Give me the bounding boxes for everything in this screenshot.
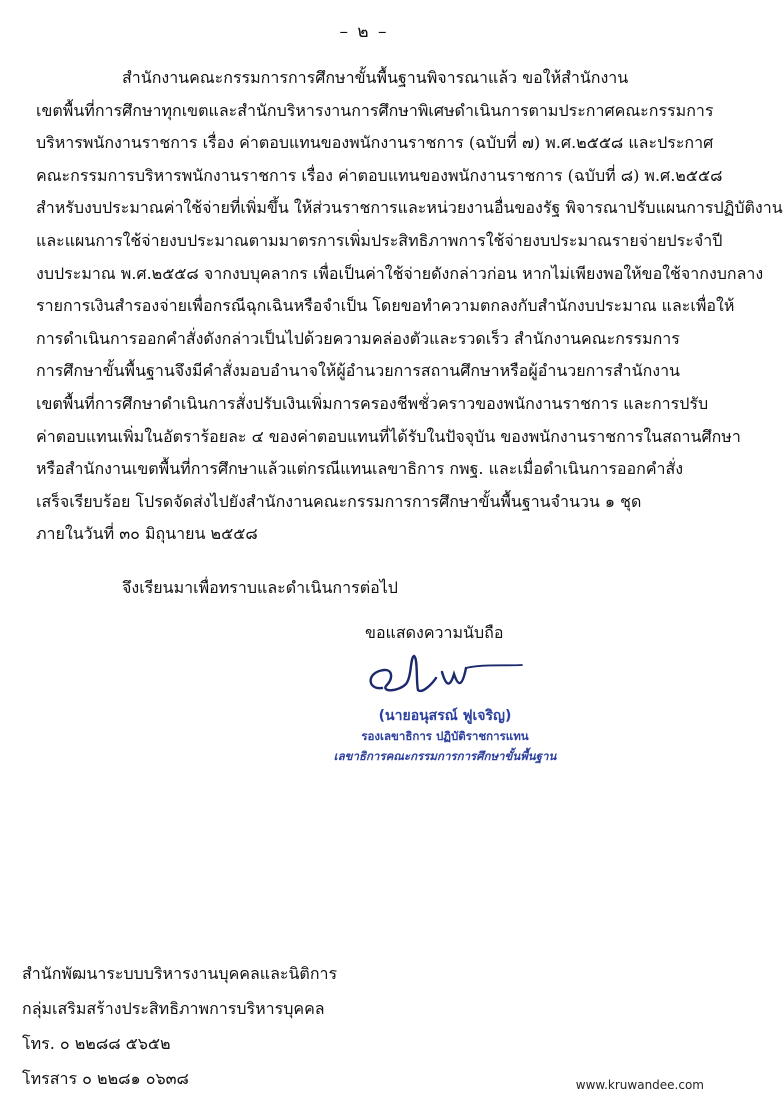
footer-group: กลุ่มเสริมสร้างประสิทธิภาพการบริหารบุคคล	[22, 999, 325, 1018]
footer-phone: โทร. ๐ ๒๒๘๘ ๕๖๕๒	[22, 1034, 171, 1053]
footer-fax: โทรสาร ๐ ๒๒๘๑ ๐๖๓๘	[22, 1069, 189, 1088]
body-line: บริหารพนักงานราชการ เรื่อง ค่าตอบแทนของพนักงานราชการ (ฉบับที่ ๗) พ.ศ.๒๕๕๘ และประกาศ	[36, 133, 714, 153]
body-line: การดำเนินการออกคำสั่งดังกล่าวเป็นไปด้วยความคล่องตัวและรวดเร็ว สำนักงานคณะกรรมการ	[36, 328, 680, 348]
body-paragraph	[36, 62, 783, 551]
body-line: การศึกษาขั้นพื้นฐานจึงมีคำสั่งมอบอำนาจให้ผู้อำนวยการสถานศึกษาหรือผู้อำนวยการสำนักงาน	[36, 361, 680, 381]
body-line: สำหรับงบประมาณค่าใช้จ่ายที่เพิ่มขึ้น ให้ส่วนราชการและหน่วยงานอื่นของรัฐ พิจารณาปรับแผนการปฏิบัติงาน	[36, 198, 783, 218]
body-line: เขตพื้นที่การศึกษาทุกเขตและสำนักบริหารงานการศึกษาพิเศษดำเนินการตามประกาศคณะกรรมการ	[36, 100, 714, 120]
body-line: สำนักงานคณะกรรมการการศึกษาขั้นพื้นฐานพิจารณาแล้ว ขอให้สำนักงาน	[122, 68, 629, 87]
body-line: งบประมาณ พ.ศ.๒๕๕๘ จากงบบุคลากร เพื่อเป็นค่าใช้จ่ายดังกล่าวก่อน หากไม่เพียงพอให้ขอใช้จากงบกลาง	[36, 263, 764, 283]
footer-office: สำนักพัฒนาระบบบริหารงานบุคคลและนิติการ	[22, 964, 338, 983]
body-line: หรือสำนักงานเขตพื้นที่การศึกษาแล้วแต่กรณีแทนเลขาธิการ กพฐ. และเมื่อดำเนินการออกคำสั่ง	[36, 459, 684, 479]
body-line: ภายในวันที่ ๓๐ มิถุนายน ๒๕๕๘	[36, 524, 258, 544]
signer-position: รองเลขาธิการ ปฏิบัติราชการแทน	[361, 729, 529, 743]
body-line: รายการเงินสำรองจ่ายเพื่อกรณีฉุกเฉินหรือจำเป็น โดยขอทำความตกลงกับสำนักงบประมาณ และเพื่อให้	[36, 296, 735, 316]
body-line: เสร็จเรียบร้อย โปรดจัดส่งไปยังสำนักงานคณะกรรมการการศึกษาขั้นพื้นฐานจำนวน ๑ ชุด	[36, 491, 642, 511]
page-number: – ๒ –	[339, 22, 389, 42]
body-line: คณะกรรมการบริหารพนักงานราชการ เรื่อง ค่าตอบแทนของพนักงานราชการ (ฉบับที่ ๘) พ.ศ.๒๕๕๘	[36, 165, 723, 185]
body-line: ค่าตอบแทนเพิ่มในอัตราร้อยละ ๔ ของค่าตอบแทนที่ได้รับในปัจจุบัน ของพนักงานราชการในสถานศึกษา	[36, 426, 741, 446]
signer-name: (นายอนุสรณ์ ฟูเจริญ)	[378, 708, 512, 724]
signer-position-secondary: เลขาธิการคณะกรรมการการศึกษาขั้นพื้นฐาน	[333, 749, 557, 763]
watermark: www.kruwandee.com	[575, 1078, 704, 1092]
body-line: เขตพื้นที่การศึกษาดำเนินการสั่งปรับเงินเพิ่มการครองชีพชั่วคราวของพนักงานราชการ และการปรับ	[36, 393, 709, 413]
closing-line: จึงเรียนมาเพื่อทราบและดำเนินการต่อไป	[122, 578, 398, 597]
handwritten-signature	[362, 648, 532, 708]
signer-block	[330, 706, 560, 766]
footer-contact	[22, 956, 337, 1096]
body-line: และแผนการใช้จ่ายงบประมาณตามมาตรการเพิ่มประสิทธิภาพการใช้จ่ายงบประมาณรายจ่ายประจำปี	[36, 230, 723, 250]
regards-line: ขอแสดงความนับถือ	[365, 623, 504, 642]
